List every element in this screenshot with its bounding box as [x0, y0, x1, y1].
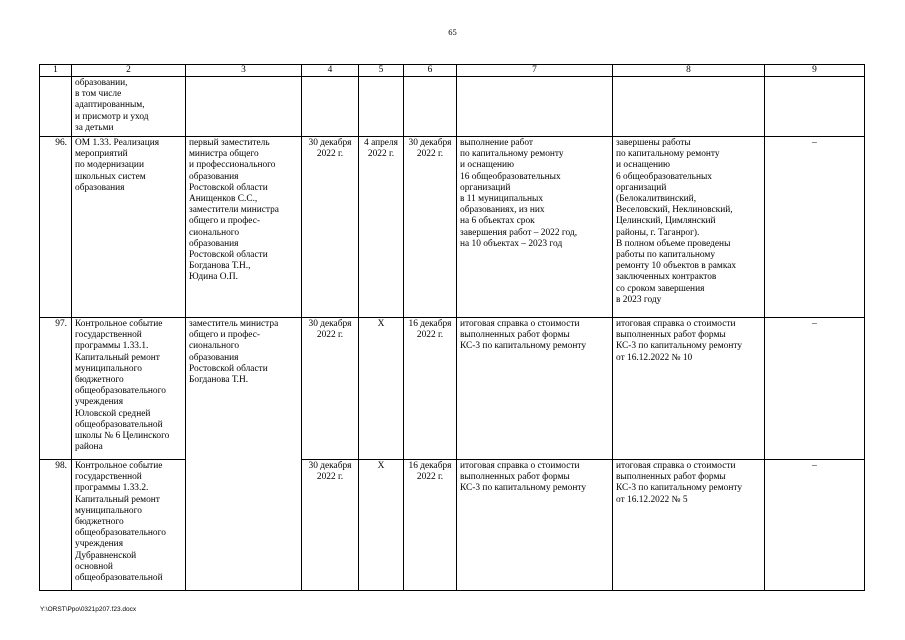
header-cell: 7 — [457, 65, 613, 77]
row-number: 96. — [40, 137, 72, 318]
header-cell: 1 — [40, 65, 72, 77]
note — [765, 77, 865, 137]
date-fact: 30 декабря 2022 г. — [404, 137, 457, 318]
table-row — [40, 318, 865, 460]
actual-result: завершены работы по капитальному ремонту и оснащению 6 общеобразовательных организаций (Белокалитвинский, Веселовский, Неклиновский, Целинский, Цимлянский районы, г. Таганрог). В полном объеме проведены работы по капитальному ремонту 10 объектов в рамках заключенных контрактов со сроком завершения в 2023 году — [613, 137, 765, 318]
note: – — [765, 460, 865, 591]
date-plan: 30 декабря 2022 г. — [302, 460, 359, 591]
date-plan: 30 декабря 2022 г. — [302, 318, 359, 460]
header-cell: 3 — [186, 65, 302, 77]
expected-result: выполнение работ по капитальному ремонту и оснащению 16 общеобразовательных организаций в 11 муниципальных образованиях, из них на 6 объектах срок завершения работ – 2022 год, на 10 объектах – 2023 год — [457, 137, 613, 318]
note: – — [765, 137, 865, 318]
table-row — [40, 460, 865, 591]
table-row — [40, 137, 865, 318]
actual-result — [613, 77, 765, 137]
date-forecast: 4 апреля 2022 г. — [359, 137, 404, 318]
date-forecast — [359, 77, 404, 137]
row-number — [40, 77, 72, 137]
actual-result: итоговая справка о стоимости выполненных работ формы КС-3 по капитальному ремонту от 16.12.2022 № 10 — [613, 318, 765, 460]
expected-result — [457, 77, 613, 137]
expected-result: итоговая справка о стоимости выполненных работ формы КС-3 по капитальному ремонту — [457, 318, 613, 460]
event-name: Контрольное событие государственной программы 1.33.1. Капитальный ремонт муниципального бюджетного общеобразовательного учреждения Юловской средней общеобразовательной школы № 6 Целинского района — [72, 318, 186, 460]
event-name: ОМ 1.33. Реализация мероприятий по модернизации школьных систем образования — [72, 137, 186, 318]
event-name: Контрольное событие государственной программы 1.33.2. Капитальный ремонт муниципального бюджетного общеобразовательного учреждения Дубравненской основной общеобразовательной — [72, 460, 186, 591]
header-cell: 5 — [359, 65, 404, 77]
responsible: заместитель министра общего и профес- сионального образования Ростовской области Богданова Т.Н. — [186, 318, 302, 460]
table-row — [40, 77, 865, 137]
header-cell: 9 — [765, 65, 865, 77]
header-cell: 2 — [72, 65, 186, 77]
date-fact: 16 декабря 2022 г. — [404, 460, 457, 591]
date-fact: 16 декабря 2022 г. — [404, 318, 457, 460]
date-forecast: X — [359, 460, 404, 591]
event-name: образовании, в том числе адаптированным, и присмотр и уход за детьми — [72, 77, 186, 137]
header-cell: 8 — [613, 65, 765, 77]
date-forecast: X — [359, 318, 404, 460]
responsible — [186, 77, 302, 137]
date-fact — [404, 77, 457, 137]
header-cell: 4 — [302, 65, 359, 77]
actual-result: итоговая справка о стоимости выполненных работ формы КС-3 по капитальному ремонту от 16.12.2022 № 5 — [613, 460, 765, 591]
report-table — [39, 64, 865, 591]
date-plan: 30 декабря 2022 г. — [302, 137, 359, 318]
row-number: 98. — [40, 460, 72, 591]
header-cell: 6 — [404, 65, 457, 77]
responsible: первый заместитель министра общего и профессионального образования Ростовской области Анищенков С.С., заместители министра общего и профес- сионального образования Ростовской области Богданова Т.Н., Юдина О.П. — [186, 137, 302, 318]
responsible — [186, 460, 302, 591]
page-number: 65 — [448, 27, 457, 37]
note: – — [765, 318, 865, 460]
expected-result: итоговая справка о стоимости выполненных работ формы КС-3 по капитальному ремонту — [457, 460, 613, 591]
header-row — [40, 65, 865, 77]
date-plan — [302, 77, 359, 137]
file-path-footer: Y:\ORST\Ppo\0321p207.f23.docx — [40, 606, 137, 613]
row-number: 97. — [40, 318, 72, 460]
